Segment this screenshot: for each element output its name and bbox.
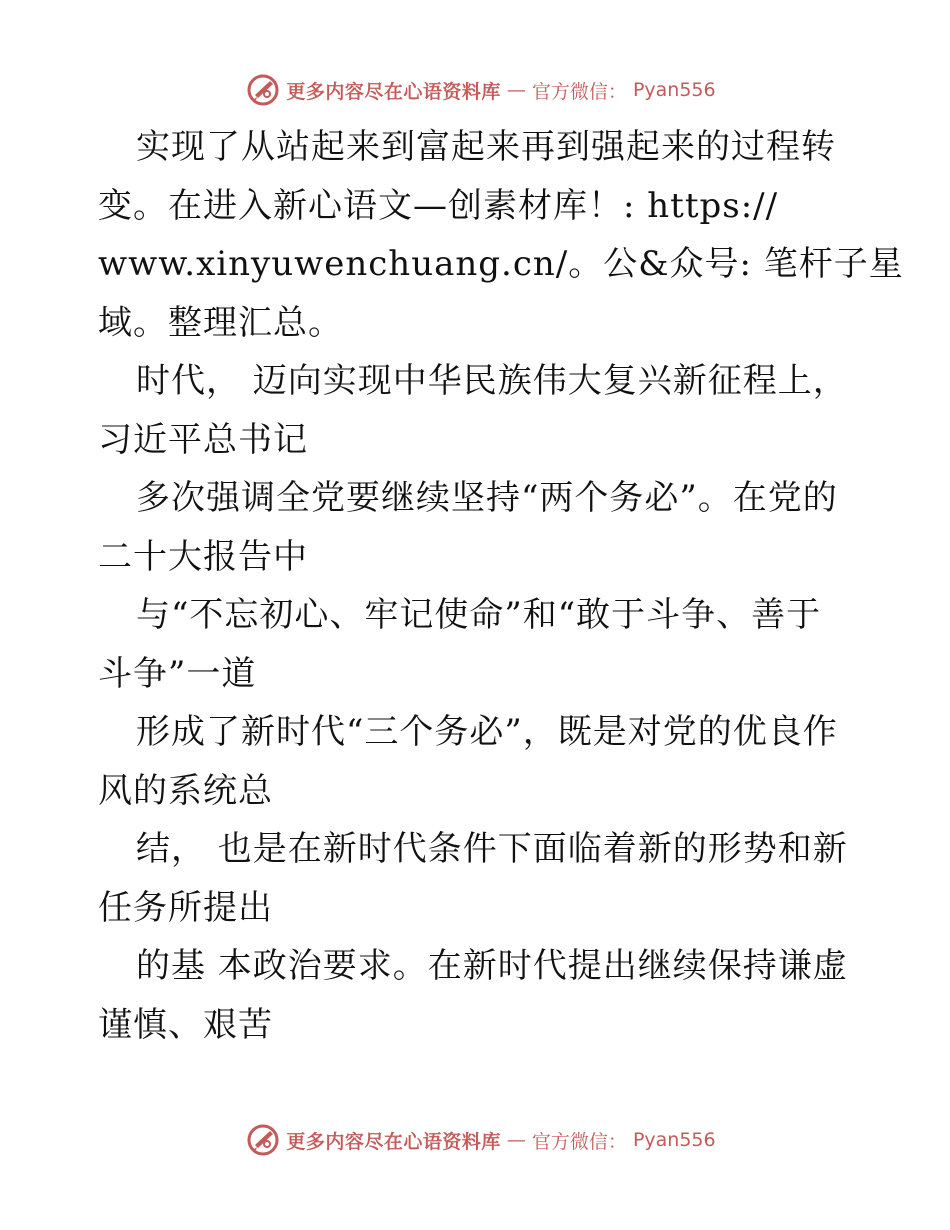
body-line: 多次强调全党要继续坚持“两个务必”。在党的 bbox=[136, 478, 838, 518]
body-line: 与“不忘初心、牢记使命”和“敢于斗争、善于 bbox=[136, 595, 822, 635]
banner-dash: — bbox=[506, 79, 526, 101]
body-line: 形成了新时代“三个务必”，既是对党的优良作 bbox=[136, 712, 838, 752]
body-line: 谨慎、艰苦 bbox=[98, 1004, 273, 1045]
body-line: 任务所提出 bbox=[98, 887, 273, 928]
xinyu-logo-icon bbox=[246, 1123, 280, 1157]
banner-title: 更多内容尽在心语资料库 bbox=[286, 1130, 501, 1153]
banner-wechat-label: 官方微信： bbox=[531, 1130, 627, 1153]
body-line: 结， 也是在新时代条件下面临着新的形势和新 bbox=[136, 829, 848, 869]
body-line: www.xinyuwenchuang.cn/。公&众号: 笔杆子星 bbox=[98, 244, 904, 284]
body-line: 习近平总书记 bbox=[98, 419, 308, 460]
banner-title: 更多内容尽在心语资料库 bbox=[286, 80, 501, 103]
body-line: 的基 本政治要求。在新时代提出继续保持谦虚 bbox=[136, 946, 848, 986]
document-body bbox=[98, 118, 904, 1054]
body-line: 域。整理汇总。 bbox=[98, 302, 343, 343]
xinyu-logo-icon bbox=[246, 73, 280, 107]
header-banner bbox=[0, 70, 950, 110]
body-line: 实现了从站起来到富起来再到强起来的过程转 bbox=[136, 127, 836, 167]
banner-wechat-label: 官方微信： bbox=[531, 80, 627, 103]
body-line: 风的系统总 bbox=[98, 770, 273, 811]
body-line: 斗争”一道 bbox=[98, 653, 257, 694]
footer-banner bbox=[0, 1120, 950, 1160]
banner-wechat-id: Pyan556 bbox=[632, 1129, 716, 1151]
banner-wechat-id: Pyan556 bbox=[632, 79, 716, 101]
banner-dash: — bbox=[506, 1129, 526, 1151]
body-line: 变。在进入新心语文—创素材库！: https:// bbox=[98, 185, 779, 226]
body-line: 时代， 迈向实现中华民族伟大复兴新征程上， bbox=[136, 361, 848, 401]
body-line: 二十大报告中 bbox=[98, 536, 308, 577]
